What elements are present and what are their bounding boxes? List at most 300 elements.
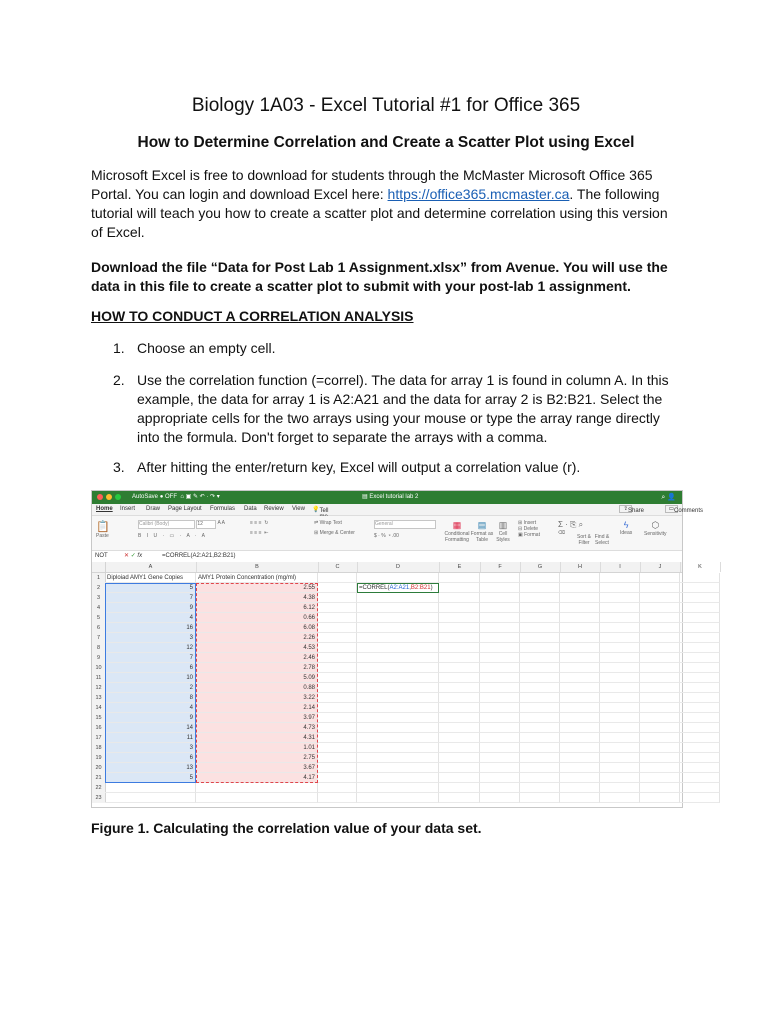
empty-cell[interactable] bbox=[600, 723, 640, 733]
empty-cell[interactable] bbox=[560, 593, 600, 603]
empty-cell[interactable] bbox=[560, 683, 600, 693]
gene-copies-cell[interactable]: 7 bbox=[105, 653, 196, 663]
empty-cell[interactable] bbox=[520, 673, 560, 683]
empty-cell[interactable] bbox=[640, 623, 680, 633]
empty-cell[interactable] bbox=[439, 653, 480, 663]
empty-cell[interactable] bbox=[318, 663, 357, 673]
empty-cell[interactable] bbox=[680, 743, 720, 753]
empty-cell[interactable] bbox=[680, 683, 720, 693]
empty-cell[interactable] bbox=[600, 603, 640, 613]
share-button[interactable]: ⇪ Share bbox=[619, 505, 632, 513]
empty-cell[interactable] bbox=[560, 633, 600, 643]
protein-concentration-cell[interactable]: 0.88 bbox=[196, 683, 318, 693]
column-header[interactable]: B bbox=[196, 562, 319, 572]
empty-cell[interactable] bbox=[560, 713, 600, 723]
office365-link[interactable]: https://office365.mcmaster.ca bbox=[387, 186, 570, 202]
empty-cell[interactable] bbox=[480, 713, 520, 723]
row-number[interactable]: 16 bbox=[92, 723, 106, 733]
empty-cell[interactable] bbox=[480, 583, 520, 593]
empty-cell[interactable] bbox=[105, 793, 196, 803]
comments-button[interactable]: ▭ Comments bbox=[665, 505, 678, 513]
empty-cell[interactable] bbox=[640, 653, 680, 663]
empty-cell[interactable] bbox=[600, 653, 640, 663]
empty-cell[interactable] bbox=[680, 573, 720, 583]
empty-cell[interactable] bbox=[640, 633, 680, 643]
empty-cell[interactable] bbox=[357, 693, 439, 703]
empty-cell[interactable] bbox=[480, 653, 520, 663]
empty-cell[interactable] bbox=[318, 673, 357, 683]
empty-cell[interactable] bbox=[520, 593, 560, 603]
clear-icon[interactable]: ⌫ bbox=[558, 530, 566, 536]
protein-concentration-cell[interactable]: 2.78 bbox=[196, 663, 318, 673]
ideas-button[interactable] bbox=[620, 520, 632, 546]
column-header[interactable]: D bbox=[357, 562, 440, 572]
empty-cell[interactable] bbox=[439, 773, 480, 783]
empty-cell[interactable] bbox=[357, 603, 439, 613]
active-cell-d2[interactable] bbox=[357, 583, 439, 593]
empty-cell[interactable] bbox=[480, 743, 520, 753]
font-size-select[interactable]: 12 bbox=[196, 520, 216, 529]
autosum-icon[interactable]: Σ · ⎘ ⌕ bbox=[558, 520, 584, 529]
gene-copies-cell[interactable]: 2 bbox=[105, 683, 196, 693]
empty-cell[interactable] bbox=[560, 643, 600, 653]
tab-page-layout[interactable]: Page Layout bbox=[168, 506, 202, 512]
empty-cell[interactable] bbox=[357, 613, 439, 623]
empty-cell[interactable] bbox=[600, 703, 640, 713]
empty-cell[interactable] bbox=[600, 753, 640, 763]
empty-cell[interactable] bbox=[560, 673, 600, 683]
empty-cell[interactable] bbox=[520, 633, 560, 643]
empty-cell[interactable] bbox=[439, 693, 480, 703]
row-number[interactable]: 2 bbox=[92, 583, 106, 593]
empty-cell[interactable] bbox=[560, 623, 600, 633]
row-number[interactable]: 11 bbox=[92, 673, 106, 683]
empty-cell[interactable] bbox=[439, 753, 480, 763]
empty-cell[interactable] bbox=[439, 623, 480, 633]
empty-cell[interactable] bbox=[439, 783, 480, 793]
header-cell-b[interactable]: AMY1 Protein Concentration (mg/ml) bbox=[196, 573, 318, 583]
empty-cell[interactable] bbox=[560, 763, 600, 773]
empty-cell[interactable] bbox=[680, 733, 720, 743]
gene-copies-cell[interactable]: 4 bbox=[105, 703, 196, 713]
protein-concentration-cell[interactable]: 2.55 bbox=[196, 583, 318, 593]
tab-home[interactable]: Home bbox=[96, 506, 113, 512]
empty-cell[interactable] bbox=[600, 683, 640, 693]
column-header[interactable]: E bbox=[439, 562, 481, 572]
empty-cell[interactable] bbox=[357, 733, 439, 743]
empty-cell[interactable] bbox=[680, 693, 720, 703]
empty-cell[interactable] bbox=[439, 673, 480, 683]
empty-cell[interactable] bbox=[480, 723, 520, 733]
gene-copies-cell[interactable]: 5 bbox=[105, 583, 196, 593]
empty-cell[interactable] bbox=[439, 763, 480, 773]
empty-cell[interactable] bbox=[318, 573, 357, 583]
gene-copies-cell[interactable]: 4 bbox=[105, 613, 196, 623]
protein-concentration-cell[interactable]: 3.22 bbox=[196, 693, 318, 703]
row-number[interactable]: 12 bbox=[92, 683, 106, 693]
empty-cell[interactable] bbox=[640, 683, 680, 693]
format-table-button[interactable] bbox=[470, 520, 494, 546]
gene-copies-cell[interactable]: 13 bbox=[105, 763, 196, 773]
empty-cell[interactable] bbox=[640, 673, 680, 683]
font-name-select[interactable]: Calibri (Body) bbox=[138, 520, 195, 529]
empty-cell[interactable] bbox=[520, 583, 560, 593]
empty-cell[interactable] bbox=[439, 603, 480, 613]
autosave-toggle[interactable]: OFF bbox=[165, 494, 177, 500]
empty-cell[interactable] bbox=[480, 603, 520, 613]
empty-cell[interactable] bbox=[640, 603, 680, 613]
row-number[interactable]: 19 bbox=[92, 753, 106, 763]
empty-cell[interactable] bbox=[520, 663, 560, 673]
empty-cell[interactable] bbox=[480, 773, 520, 783]
empty-cell[interactable] bbox=[560, 753, 600, 763]
empty-cell[interactable] bbox=[480, 683, 520, 693]
empty-cell[interactable] bbox=[439, 663, 480, 673]
empty-cell[interactable] bbox=[560, 613, 600, 623]
empty-cell[interactable] bbox=[318, 653, 357, 663]
protein-concentration-cell[interactable]: 2.46 bbox=[196, 653, 318, 663]
empty-cell[interactable] bbox=[439, 633, 480, 643]
empty-cell[interactable] bbox=[680, 763, 720, 773]
empty-cell[interactable] bbox=[640, 713, 680, 723]
empty-cell[interactable] bbox=[600, 673, 640, 683]
enter-icon[interactable]: ✓ bbox=[130, 553, 136, 559]
empty-cell[interactable] bbox=[439, 713, 480, 723]
column-header[interactable]: I bbox=[600, 562, 641, 572]
tab-review[interactable]: Review bbox=[264, 506, 284, 512]
wrap-text-button[interactable]: ⇌ Wrap Text bbox=[314, 520, 342, 526]
gene-copies-cell[interactable]: 7 bbox=[105, 593, 196, 603]
empty-cell[interactable] bbox=[680, 723, 720, 733]
empty-cell[interactable] bbox=[480, 733, 520, 743]
tab-insert[interactable]: Insert bbox=[120, 506, 136, 512]
empty-cell[interactable] bbox=[640, 613, 680, 623]
empty-cell[interactable] bbox=[520, 613, 560, 623]
empty-cell[interactable] bbox=[520, 713, 560, 723]
empty-cell[interactable] bbox=[560, 583, 600, 593]
empty-cell[interactable] bbox=[640, 593, 680, 603]
empty-cell[interactable] bbox=[318, 603, 357, 613]
empty-cell[interactable] bbox=[318, 593, 357, 603]
empty-cell[interactable] bbox=[357, 793, 439, 803]
empty-cell[interactable] bbox=[318, 633, 357, 643]
select-all-corner[interactable] bbox=[92, 562, 106, 572]
empty-cell[interactable] bbox=[640, 743, 680, 753]
empty-cell[interactable] bbox=[439, 593, 480, 603]
empty-cell[interactable] bbox=[480, 593, 520, 603]
gene-copies-cell[interactable]: 3 bbox=[105, 743, 196, 753]
empty-cell[interactable] bbox=[318, 733, 357, 743]
empty-cell[interactable] bbox=[520, 693, 560, 703]
empty-cell[interactable] bbox=[600, 713, 640, 723]
empty-cell[interactable] bbox=[640, 793, 680, 803]
empty-cell[interactable] bbox=[520, 783, 560, 793]
empty-cell[interactable] bbox=[640, 773, 680, 783]
row-number[interactable]: 23 bbox=[92, 793, 106, 803]
empty-cell[interactable] bbox=[357, 673, 439, 683]
column-header[interactable]: C bbox=[318, 562, 358, 572]
empty-cell[interactable] bbox=[480, 573, 520, 583]
empty-cell[interactable] bbox=[439, 583, 480, 593]
empty-cell[interactable] bbox=[640, 733, 680, 743]
protein-concentration-cell[interactable]: 4.31 bbox=[196, 733, 318, 743]
empty-cell[interactable] bbox=[560, 653, 600, 663]
empty-cell[interactable] bbox=[600, 623, 640, 633]
row-number[interactable]: 18 bbox=[92, 743, 106, 753]
empty-cell[interactable] bbox=[640, 583, 680, 593]
protein-concentration-cell[interactable]: 4.73 bbox=[196, 723, 318, 733]
conditional-formatting-button[interactable] bbox=[444, 520, 470, 546]
empty-cell[interactable] bbox=[318, 613, 357, 623]
empty-cell[interactable] bbox=[520, 793, 560, 803]
empty-cell[interactable] bbox=[680, 713, 720, 723]
column-header[interactable]: G bbox=[520, 562, 561, 572]
empty-cell[interactable] bbox=[520, 743, 560, 753]
align-icons-2[interactable]: ≡ ≡ ≡ ⇤ bbox=[250, 530, 269, 536]
empty-cell[interactable] bbox=[680, 633, 720, 643]
empty-cell[interactable] bbox=[480, 793, 520, 803]
empty-cell[interactable] bbox=[439, 733, 480, 743]
column-header[interactable]: F bbox=[480, 562, 521, 572]
formula-icons[interactable] bbox=[124, 552, 142, 559]
row-number[interactable]: 20 bbox=[92, 763, 106, 773]
empty-cell[interactable] bbox=[318, 713, 357, 723]
formula-input[interactable]: =CORREL(A2:A21,B2:B21) bbox=[162, 553, 236, 559]
empty-cell[interactable] bbox=[520, 723, 560, 733]
protein-concentration-cell[interactable]: 6.08 bbox=[196, 623, 318, 633]
empty-cell[interactable] bbox=[560, 703, 600, 713]
delete-cells[interactable]: ⊟ Delete bbox=[518, 526, 539, 532]
empty-cell[interactable] bbox=[600, 743, 640, 753]
empty-cell[interactable] bbox=[520, 683, 560, 693]
gene-copies-cell[interactable]: 5 bbox=[105, 773, 196, 783]
font-style-buttons[interactable]: B I U · ▭ · A · A bbox=[138, 533, 208, 539]
empty-cell[interactable] bbox=[318, 623, 357, 633]
empty-cell[interactable] bbox=[357, 663, 439, 673]
empty-cell[interactable] bbox=[318, 763, 357, 773]
paste-group[interactable] bbox=[96, 520, 110, 546]
number-format-select[interactable]: General bbox=[374, 520, 436, 529]
empty-cell[interactable] bbox=[600, 583, 640, 593]
empty-cell[interactable] bbox=[318, 643, 357, 653]
empty-cell[interactable] bbox=[640, 753, 680, 763]
empty-cell[interactable] bbox=[439, 703, 480, 713]
empty-cell[interactable] bbox=[480, 693, 520, 703]
empty-cell[interactable] bbox=[318, 793, 357, 803]
empty-cell[interactable] bbox=[480, 643, 520, 653]
empty-cell[interactable] bbox=[520, 763, 560, 773]
empty-cell[interactable] bbox=[640, 663, 680, 673]
insert-cells[interactable]: ⊞ Insert bbox=[518, 520, 537, 526]
gene-copies-cell[interactable]: 10 bbox=[105, 673, 196, 683]
empty-cell[interactable] bbox=[680, 593, 720, 603]
header-cell-a[interactable]: Diploiad AMY1 Gene Copies bbox=[105, 573, 196, 583]
empty-cell[interactable] bbox=[680, 783, 720, 793]
protein-concentration-cell[interactable]: 6.12 bbox=[196, 603, 318, 613]
empty-cell[interactable] bbox=[680, 663, 720, 673]
protein-concentration-cell[interactable]: 4.38 bbox=[196, 593, 318, 603]
empty-cell[interactable] bbox=[560, 573, 600, 583]
row-number[interactable]: 5 bbox=[92, 613, 106, 623]
empty-cell[interactable] bbox=[196, 793, 318, 803]
format-cells[interactable]: ▣ Format bbox=[518, 532, 540, 538]
column-header[interactable]: H bbox=[560, 562, 601, 572]
row-number[interactable]: 22 bbox=[92, 783, 106, 793]
empty-cell[interactable] bbox=[318, 753, 357, 763]
empty-cell[interactable] bbox=[640, 573, 680, 583]
empty-cell[interactable] bbox=[520, 733, 560, 743]
account-icon[interactable]: ⌕ 👤 bbox=[661, 494, 676, 501]
protein-concentration-cell[interactable]: 4.17 bbox=[196, 773, 318, 783]
protein-concentration-cell[interactable]: 0.66 bbox=[196, 613, 318, 623]
empty-cell[interactable] bbox=[680, 603, 720, 613]
empty-cell[interactable] bbox=[600, 613, 640, 623]
empty-cell[interactable] bbox=[640, 723, 680, 733]
empty-cell[interactable] bbox=[600, 663, 640, 673]
empty-cell[interactable] bbox=[480, 753, 520, 763]
empty-cell[interactable] bbox=[480, 633, 520, 643]
empty-cell[interactable] bbox=[680, 623, 720, 633]
empty-cell[interactable] bbox=[560, 693, 600, 703]
empty-cell[interactable] bbox=[318, 693, 357, 703]
row-number[interactable]: 6 bbox=[92, 623, 106, 633]
tab-formulas[interactable]: Formulas bbox=[210, 506, 236, 512]
empty-cell[interactable] bbox=[600, 633, 640, 643]
empty-cell[interactable] bbox=[560, 663, 600, 673]
empty-cell[interactable] bbox=[520, 643, 560, 653]
gene-copies-cell[interactable]: 11 bbox=[105, 733, 196, 743]
empty-cell[interactable] bbox=[357, 623, 439, 633]
protein-concentration-cell[interactable]: 2.14 bbox=[196, 703, 318, 713]
protein-concentration-cell[interactable]: 3.97 bbox=[196, 713, 318, 723]
empty-cell[interactable] bbox=[600, 793, 640, 803]
empty-cell[interactable] bbox=[560, 773, 600, 783]
empty-cell[interactable] bbox=[196, 783, 318, 793]
empty-cell[interactable] bbox=[480, 663, 520, 673]
protein-concentration-cell[interactable]: 2.26 bbox=[196, 633, 318, 643]
empty-cell[interactable] bbox=[439, 643, 480, 653]
minimize-icon[interactable] bbox=[106, 494, 112, 500]
protein-concentration-cell[interactable]: 3.67 bbox=[196, 763, 318, 773]
align-icons[interactable]: ≡ ≡ ≡ ↻ bbox=[250, 520, 269, 526]
empty-cell[interactable] bbox=[640, 783, 680, 793]
gene-copies-cell[interactable]: 6 bbox=[105, 753, 196, 763]
empty-cell[interactable] bbox=[560, 733, 600, 743]
empty-cell[interactable] bbox=[680, 643, 720, 653]
empty-cell[interactable] bbox=[680, 793, 720, 803]
empty-cell[interactable] bbox=[439, 683, 480, 693]
empty-cell[interactable] bbox=[439, 793, 480, 803]
empty-cell[interactable] bbox=[357, 723, 439, 733]
empty-cell[interactable] bbox=[318, 703, 357, 713]
empty-cell[interactable] bbox=[640, 763, 680, 773]
empty-cell[interactable] bbox=[480, 763, 520, 773]
empty-cell[interactable] bbox=[357, 713, 439, 723]
empty-cell[interactable] bbox=[357, 753, 439, 763]
empty-cell[interactable] bbox=[520, 753, 560, 763]
row-number[interactable]: 17 bbox=[92, 733, 106, 743]
empty-cell[interactable] bbox=[680, 773, 720, 783]
empty-cell[interactable] bbox=[439, 573, 480, 583]
empty-cell[interactable] bbox=[680, 703, 720, 713]
empty-cell[interactable] bbox=[600, 763, 640, 773]
empty-cell[interactable] bbox=[520, 703, 560, 713]
row-number[interactable]: 4 bbox=[92, 603, 106, 613]
row-number[interactable]: 8 bbox=[92, 643, 106, 653]
merge-button[interactable]: ⊞ Merge & Center bbox=[314, 530, 355, 536]
empty-cell[interactable] bbox=[439, 613, 480, 623]
tab-view[interactable]: View bbox=[292, 506, 305, 512]
empty-cell[interactable] bbox=[600, 783, 640, 793]
empty-cell[interactable] bbox=[318, 583, 357, 593]
empty-cell[interactable] bbox=[680, 583, 720, 593]
gene-copies-cell[interactable]: 9 bbox=[105, 713, 196, 723]
gene-copies-cell[interactable]: 16 bbox=[105, 623, 196, 633]
empty-cell[interactable] bbox=[600, 773, 640, 783]
empty-cell[interactable] bbox=[357, 653, 439, 663]
empty-cell[interactable] bbox=[520, 573, 560, 583]
column-header[interactable]: A bbox=[105, 562, 197, 572]
empty-cell[interactable] bbox=[439, 743, 480, 753]
cell-styles-button[interactable] bbox=[494, 520, 512, 546]
protein-concentration-cell[interactable]: 4.53 bbox=[196, 643, 318, 653]
row-number[interactable]: 1 bbox=[92, 573, 106, 583]
empty-cell[interactable] bbox=[439, 723, 480, 733]
row-number[interactable]: 9 bbox=[92, 653, 106, 663]
number-icons[interactable]: $ · % ⁹ .00 bbox=[374, 533, 399, 539]
empty-cell[interactable] bbox=[680, 653, 720, 663]
empty-cell[interactable] bbox=[105, 783, 196, 793]
empty-cell[interactable] bbox=[560, 793, 600, 803]
empty-cell[interactable] bbox=[560, 783, 600, 793]
empty-cell[interactable] bbox=[560, 723, 600, 733]
row-number[interactable]: 14 bbox=[92, 703, 106, 713]
empty-cell[interactable] bbox=[318, 783, 357, 793]
name-box[interactable]: NOT bbox=[95, 553, 108, 559]
empty-cell[interactable] bbox=[357, 573, 439, 583]
protein-concentration-cell[interactable]: 2.75 bbox=[196, 753, 318, 763]
empty-cell[interactable] bbox=[357, 633, 439, 643]
protein-concentration-cell[interactable]: 1.01 bbox=[196, 743, 318, 753]
empty-cell[interactable] bbox=[520, 603, 560, 613]
row-number[interactable]: 10 bbox=[92, 663, 106, 673]
empty-cell[interactable] bbox=[357, 783, 439, 793]
empty-cell[interactable] bbox=[480, 623, 520, 633]
empty-cell[interactable] bbox=[357, 763, 439, 773]
empty-cell[interactable] bbox=[357, 593, 439, 603]
gene-copies-cell[interactable]: 6 bbox=[105, 663, 196, 673]
tab-draw[interactable]: Draw bbox=[146, 506, 161, 512]
empty-cell[interactable] bbox=[520, 653, 560, 663]
column-header[interactable]: K bbox=[680, 562, 721, 572]
gene-copies-cell[interactable]: 9 bbox=[105, 603, 196, 613]
empty-cell[interactable] bbox=[318, 773, 357, 783]
tell-me[interactable]: 💡 Tell bbox=[312, 506, 319, 513]
empty-cell[interactable] bbox=[600, 643, 640, 653]
row-number[interactable]: 13 bbox=[92, 693, 106, 703]
empty-cell[interactable] bbox=[680, 673, 720, 683]
empty-cell[interactable] bbox=[318, 743, 357, 753]
empty-cell[interactable] bbox=[600, 593, 640, 603]
empty-cell[interactable] bbox=[520, 773, 560, 783]
empty-cell[interactable] bbox=[318, 723, 357, 733]
empty-cell[interactable] bbox=[357, 643, 439, 653]
gene-copies-cell[interactable]: 3 bbox=[105, 633, 196, 643]
empty-cell[interactable] bbox=[480, 783, 520, 793]
protein-concentration-cell[interactable]: 5.09 bbox=[196, 673, 318, 683]
empty-cell[interactable] bbox=[480, 673, 520, 683]
empty-cell[interactable] bbox=[600, 573, 640, 583]
